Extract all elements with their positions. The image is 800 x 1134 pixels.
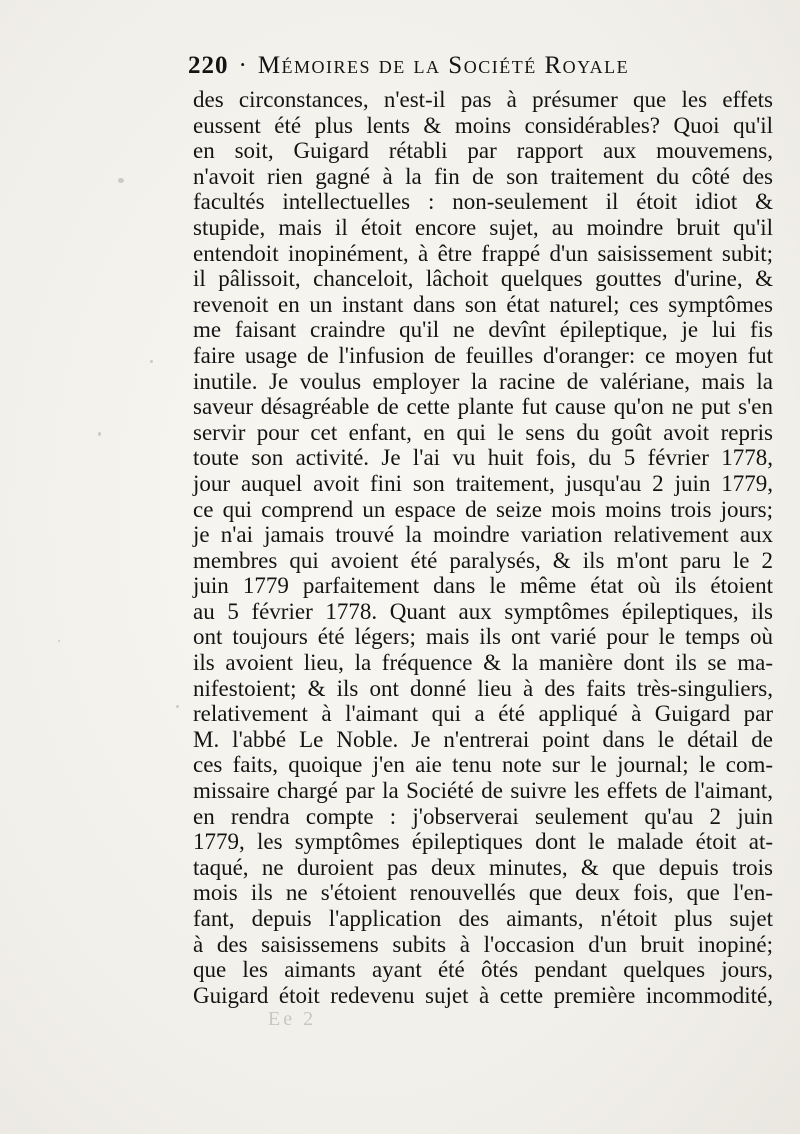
ink-speck [176, 705, 179, 708]
ink-speck [150, 360, 153, 363]
text-line: relativement à l'aimant qui a été appliqué à Guigard par [193, 701, 773, 727]
text-line: facultés intellectuelles : non-seulement il étoit idiot & [193, 189, 773, 215]
text-line: me faisant craindre qu'il ne devînt épileptique, je lui fis [193, 317, 773, 343]
body-text [193, 87, 773, 1008]
text-line: servir pour cet enfant, en qui le sens du goût avoit repris [193, 419, 773, 445]
text-line: stupide, mais il étoit encore sujet, au moindre bruit qu'il [193, 214, 773, 240]
text-line: jour auquel avoit fini son traitement, jusqu'au 2 juin 1779, [193, 470, 773, 496]
text-line: que les aimants ayant été ôtés pendant quelques jours, [193, 957, 773, 983]
text-line: missaire chargé par la Société de suivre les effets de l'aimant, [193, 778, 773, 804]
text-line: 1779, les symptômes épileptiques dont le malade étoit at- [193, 829, 773, 855]
text-line: revenoit en un instant dans son état naturel; ces symptômes [193, 291, 773, 317]
text-line: il pâlissoit, chanceloit, lâchoit quelques gouttes d'urine, & [193, 266, 773, 292]
ink-speck [98, 432, 101, 436]
text-line: en rendra compte : j'observerai seulement qu'au 2 juin [193, 803, 773, 829]
signature-mark: Ee 2 [268, 1008, 317, 1030]
text-line: ces faits, quoique j'en aie tenu note sur le journal; le com- [193, 752, 773, 778]
text-line: ils avoient lieu, la fréquence & la manière dont ils se ma- [193, 650, 773, 676]
running-title: Mémoires de la Société Royale [257, 52, 630, 79]
ink-speck [118, 178, 124, 183]
text-line: juin 1779 parfaitement dans le même état où ils étoient [193, 573, 773, 599]
text-line: nifestoient; & ils ont donné lieu à des faits très-singuliers, [193, 675, 773, 701]
text-line: membres qui avoient été paralysés, & ils m'ont paru le 2 [193, 547, 773, 573]
text-line: M. l'abbé Le Noble. Je n'entrerai point dans le détail de [193, 726, 773, 752]
text-line: entendoit inopinément, à être frappé d'un saisissement subit; [193, 240, 773, 266]
header-separator: · [238, 52, 248, 79]
text-line: en soit, Guigard rétabli par rapport aux mouvemens, [193, 138, 773, 164]
text-line: taqué, ne duroient pas deux minutes, & que depuis trois [193, 854, 773, 880]
ink-speck [58, 640, 60, 642]
text-line: Guigard étoit redevenu sujet à cette première incommodité, [193, 982, 773, 1008]
text-line: saveur désagréable de cette plante fut cause qu'on ne put s'en [193, 394, 773, 420]
page-header [188, 52, 708, 88]
page-number: 220 [188, 52, 229, 79]
text-line: eussent été plus lents & moins considérables? Quoi qu'il [193, 112, 773, 138]
text-line: fant, depuis l'application des aimants, n'étoit plus sujet [193, 906, 773, 931]
text-line: ont toujours été légers; mais ils ont varié pour le temps où [193, 624, 773, 650]
text-line: des circonstances, n'est-il pas à présumer que les effets [193, 87, 773, 112]
text-line: inutile. Je voulus employer la racine de valériane, mais la [193, 368, 773, 394]
text-line: toute son activité. Je l'ai vu huit fois, du 5 février 1778, [193, 445, 773, 471]
text-line: ce qui comprend un espace de seize mois moins trois jours; [193, 496, 773, 522]
text-line: n'avoit rien gagné à la fin de son traitement du côté des [193, 163, 773, 189]
text-line: je n'ai jamais trouvé la moindre variation relativement aux [193, 522, 773, 548]
text-line: à des saisissemens subits à l'occasion d'un bruit inopiné; [193, 931, 773, 957]
text-line: faire usage de l'infusion de feuilles d'oranger: ce moyen fut [193, 342, 773, 368]
text-line: mois ils ne s'étoient renouvellés que deux fois, que l'en- [193, 880, 773, 906]
text-line: au 5 février 1778. Quant aux symptômes épileptiques, ils [193, 598, 773, 624]
